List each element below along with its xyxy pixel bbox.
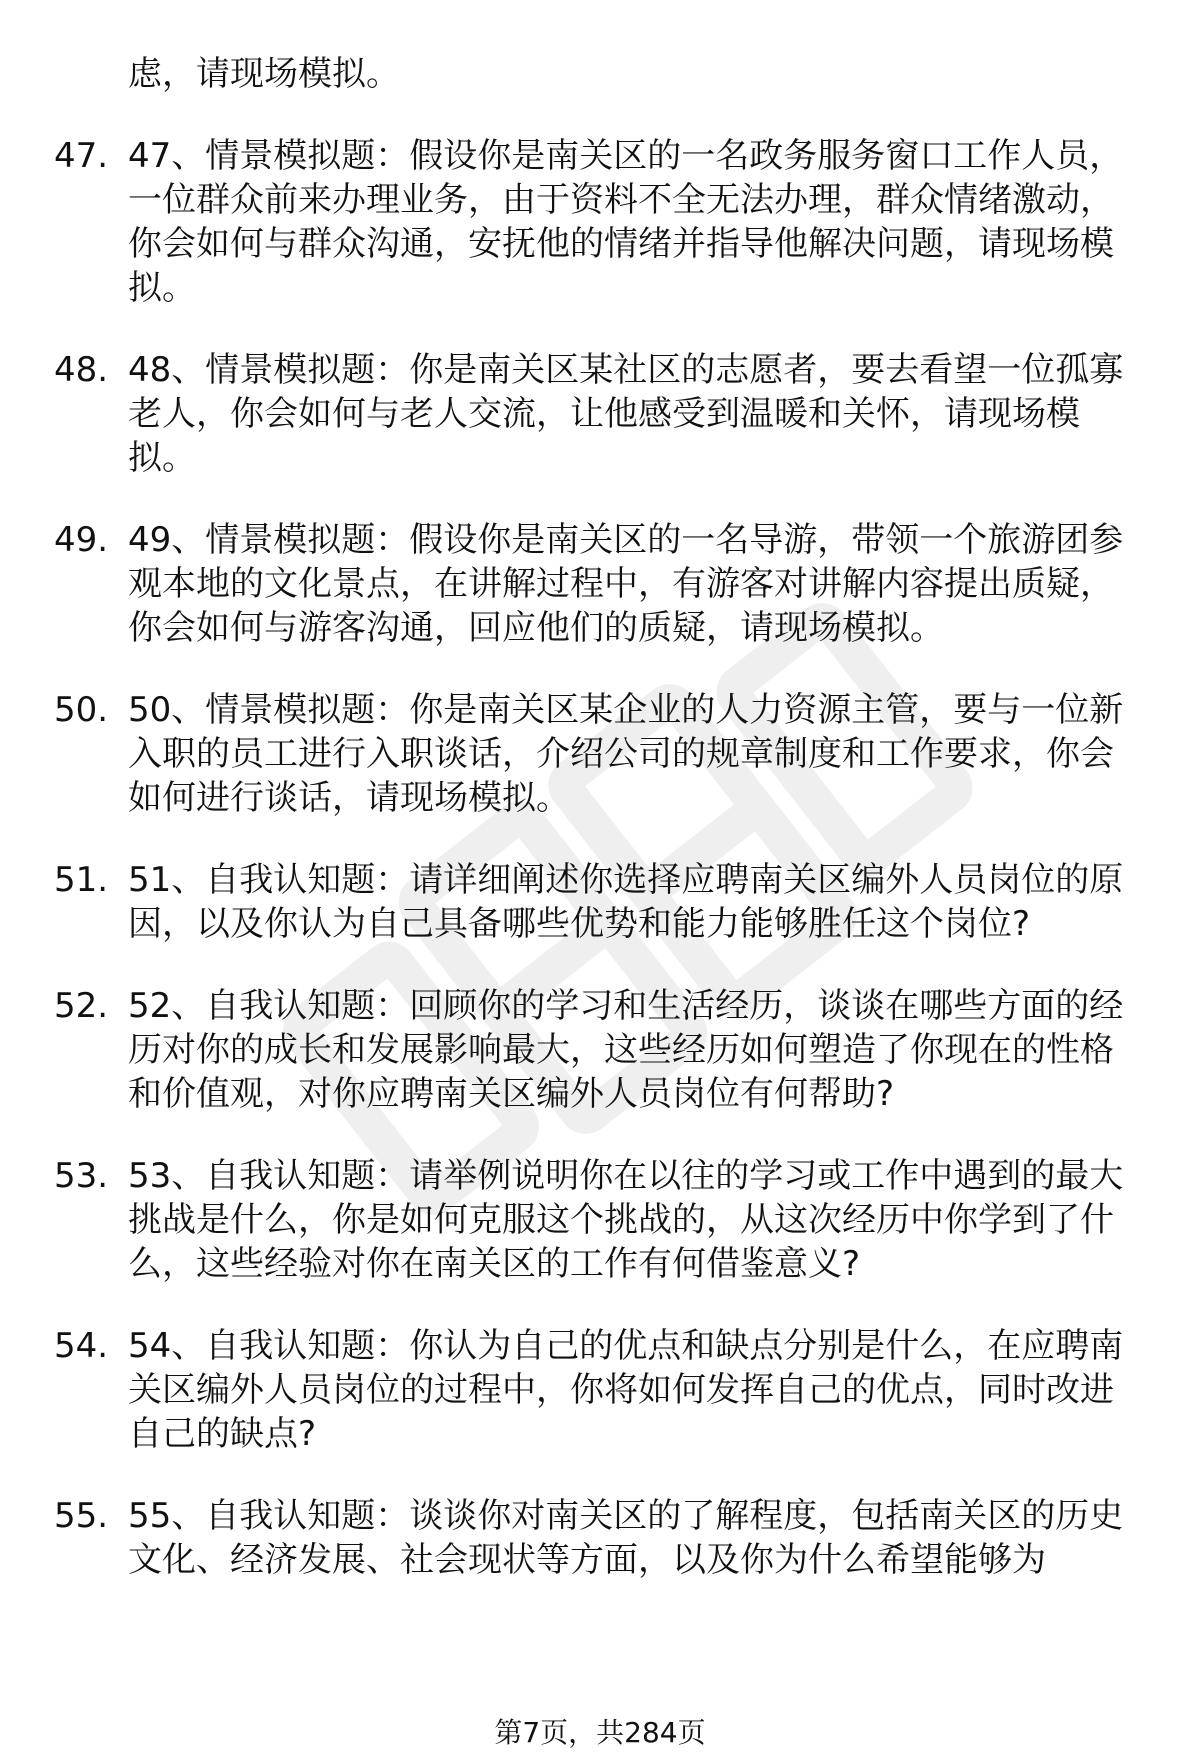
item-text: 55、自我认知题：谈谈你对南关区的了解程度，包括南关区的历史文化、经济发展、社会现状等方面，以及你为什么希望能够为 (128, 1496, 1124, 1580)
item-text: 54、自我认知题：你认为自己的优点和缺点分别是什么，在应聘南关区编外人员岗位的过程中，你将如何发挥自己的优点，同时改进自己的缺点? (128, 1326, 1124, 1454)
item-text: 52、自我认知题：回顾你的学习和生活经历，谈谈在哪些方面的经历对你的成长和发展影响最大，这些经历如何塑造了你现在的性格和价值观，对你应聘南关区编外人员岗位有何帮助? (128, 986, 1124, 1114)
item-number: 49. (54, 520, 109, 560)
list-item (0, 858, 1200, 946)
item-text: 50、情景模拟题：你是南关区某企业的人力资源主管，要与一位新入职的员工进行入职谈话，介绍公司的规章制度和工作要求，你会如何进行谈话，请现场模拟。 (128, 690, 1124, 818)
item-number: 54. (54, 1326, 109, 1366)
item-number: 47. (54, 136, 109, 176)
list-item (0, 1154, 1200, 1286)
item-number: 55. (54, 1496, 109, 1536)
question-list (0, 52, 1200, 1582)
list-item (0, 1494, 1200, 1582)
item-number: 53. (54, 1156, 109, 1196)
list-item (0, 518, 1200, 650)
item-text: 49、情景模拟题：假设你是南关区的一名导游，带领一个旅游团参观本地的文化景点，在讲解过程中，有游客对讲解内容提出质疑，你会如何与游客沟通，回应他们的质疑，请现场模拟。 (128, 520, 1124, 648)
item-text: 48、情景模拟题：你是南关区某社区的志愿者，要去看望一位孤寡老人，你会如何与老人交流，让他感受到温暖和关怀，请现场模拟。 (128, 350, 1124, 478)
item-text: 47、情景模拟题：假设你是南关区的一名政务服务窗口工作人员，一位群众前来办理业务，由于资料不全无法办理，群众情绪激动，你会如何与群众沟通，安抚他的情绪并指导他解决问题，请现场模拟。 (128, 136, 1124, 308)
list-item (0, 348, 1200, 480)
item-text: 51、自我认知题：请详细阐述你选择应聘南关区编外人员岗位的原因，以及你认为自己具备哪些优势和能力能够胜任这个岗位? (128, 860, 1124, 944)
item-number: 48. (54, 350, 109, 390)
item-number: 50. (54, 690, 109, 730)
list-item (0, 134, 1200, 310)
list-item (0, 984, 1200, 1116)
list-item (0, 1324, 1200, 1456)
item-number: 51. (54, 860, 109, 900)
continued-text: 虑，请现场模拟。 (128, 54, 400, 94)
list-item (0, 688, 1200, 820)
item-text: 53、自我认知题：请举例说明你在以往的学习或工作中遇到的最大挑战是什么，你是如何克服这个挑战的，从这次经历中你学到了什么，这些经验对你在南关区的工作有何借鉴意义? (128, 1156, 1124, 1284)
item-number: 52. (54, 986, 109, 1026)
page-footer: 第7页，共284页 (494, 1716, 706, 1749)
